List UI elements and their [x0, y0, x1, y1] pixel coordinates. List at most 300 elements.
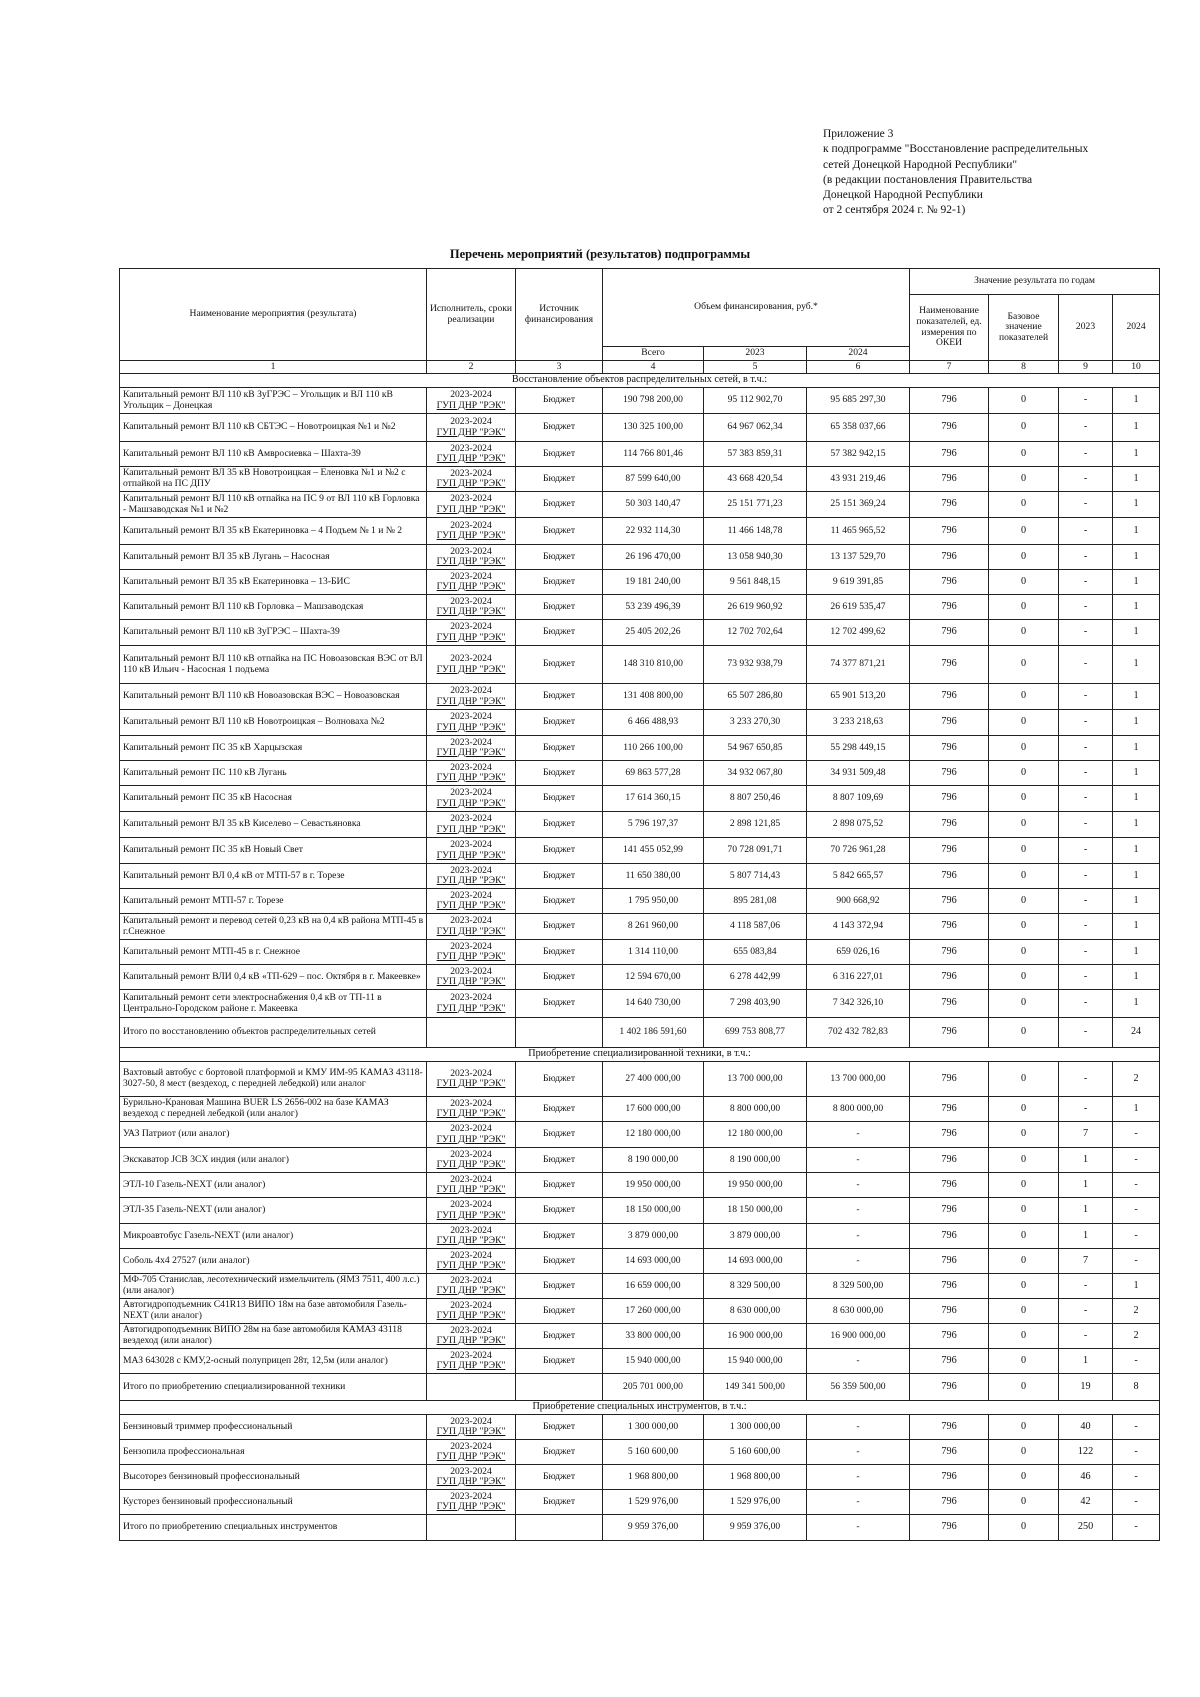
executor-cell — [427, 518, 516, 545]
funding-2023: 1 300 000,00 — [704, 1415, 807, 1440]
table-row — [120, 710, 1160, 736]
result-2024: - — [1113, 1415, 1160, 1440]
base-value: 0 — [989, 1515, 1059, 1541]
executor-org: ГУП ДНР "РЭК" — [436, 1360, 506, 1371]
executor-org: ГУП ДНР "РЭК" — [436, 530, 506, 541]
result-2024: 1 — [1113, 786, 1160, 812]
result-2024: - — [1113, 1465, 1160, 1490]
funding-source: Бюджет — [516, 940, 603, 965]
funding-total: 22 932 114,30 — [603, 518, 704, 545]
period: 2023-2024 — [450, 389, 492, 401]
funding-2023: 26 619 960,92 — [704, 595, 807, 620]
executor-org: ГУП ДНР "РЭК" — [436, 1476, 506, 1487]
funding-2024: 9 619 391,85 — [807, 570, 910, 595]
period: 2023-2024 — [450, 1148, 492, 1160]
period: 2023-2024 — [450, 442, 492, 454]
period: 2023-2024 — [450, 1173, 492, 1185]
result-2023: - — [1059, 1299, 1113, 1324]
measure-name: Капитальный ремонт МТП-57 г. Торезе — [120, 889, 427, 914]
measure-name: Капитальный ремонт ВЛ 35 кВ Киселево – Севастьяновка — [120, 812, 427, 838]
funding-total: 15 940 000,00 — [603, 1349, 704, 1374]
funding-source: Бюджет — [516, 710, 603, 736]
result-2023: - — [1059, 914, 1113, 940]
executor-cell — [427, 1490, 516, 1515]
measure-name: Капитальный ремонт ВЛ 35 кВ Екатериновка – 13-БИС — [120, 570, 427, 595]
executor-cell — [427, 1148, 516, 1173]
funding-source: Бюджет — [516, 1465, 603, 1490]
executor-cell — [427, 467, 516, 492]
funding-2023: 13 058 940,30 — [704, 545, 807, 570]
base-value: 0 — [989, 1324, 1059, 1349]
base-value: 0 — [989, 414, 1059, 442]
funding-2024: 2 898 075,52 — [807, 812, 910, 838]
executor-cell — [427, 710, 516, 736]
executor-cell — [427, 1224, 516, 1249]
funding-total: 148 310 810,00 — [603, 646, 704, 684]
funding-source: Бюджет — [516, 914, 603, 940]
column-number: 10 — [1113, 361, 1160, 374]
okei-code: 796 — [910, 620, 989, 646]
result-2023: 250 — [1059, 1515, 1113, 1541]
funding-source: Бюджет — [516, 1490, 603, 1515]
total-row — [120, 1018, 1160, 1048]
executor-org: ГУП ДНР "РЭК" — [436, 976, 506, 987]
executor-org: ГУП ДНР "РЭК" — [436, 631, 506, 643]
funding-2023: 8 190 000,00 — [704, 1148, 807, 1173]
funding-source: Бюджет — [516, 864, 603, 889]
executor-org: ГУП ДНР "РЭК" — [436, 1108, 506, 1119]
header-row — [120, 269, 1160, 295]
base-value: 0 — [989, 1299, 1059, 1324]
period: 2023-2024 — [450, 416, 492, 428]
measure-name: Капитальный ремонт ВЛ 110 кВ Новотроицкая – Волноваха №2 — [120, 710, 427, 736]
period: 2023-2024 — [450, 965, 492, 977]
period: 2023-2024 — [450, 1123, 492, 1135]
funding-2023: 2 898 121,85 — [704, 812, 807, 838]
base-value: 0 — [989, 646, 1059, 684]
result-2024: 1 — [1113, 442, 1160, 467]
funding-2023: 3 233 270,30 — [704, 710, 807, 736]
funding-2024: - — [807, 1224, 910, 1249]
funding-2024: 25 151 369,24 — [807, 492, 910, 518]
measure-name: Капитальный ремонт ВЛ 35 кВ Екатериновка – 4 Подъем № 1 и № 2 — [120, 518, 427, 545]
okei-code: 796 — [910, 492, 989, 518]
measure-name: Капитальный ремонт ВЛ 110 кВ отпайка на ПС Новоазовская ВЭС от ВЛ 110 кВ Ильич - Насосная 1 подъема — [120, 646, 427, 684]
table-row — [120, 940, 1160, 965]
funding-2024: - — [807, 1490, 910, 1515]
result-2023: - — [1059, 646, 1113, 684]
table-row — [120, 1062, 1160, 1097]
period: 2023-2024 — [450, 839, 492, 851]
funding-source: Бюджет — [516, 442, 603, 467]
funding-2023: 12 180 000,00 — [704, 1122, 807, 1148]
funding-2024: 659 026,16 — [807, 940, 910, 965]
funding-2023: 149 341 500,00 — [704, 1374, 807, 1401]
result-2024: 1 — [1113, 467, 1160, 492]
funding-source: Бюджет — [516, 1062, 603, 1097]
result-2023: - — [1059, 1018, 1113, 1048]
executor-org: ГУП ДНР "РЭК" — [436, 426, 506, 438]
period: 2023-2024 — [450, 1490, 492, 1502]
result-2024: 1 — [1113, 684, 1160, 710]
measures-table — [119, 268, 1160, 1541]
executor-cell — [427, 1324, 516, 1349]
section-title: Приобретение специализированной техники, в т.ч.: — [120, 1048, 1160, 1062]
okei-code: 796 — [910, 812, 989, 838]
period: 2023-2024 — [450, 915, 492, 927]
base-value: 0 — [989, 1018, 1059, 1048]
base-value: 0 — [989, 442, 1059, 467]
measure-name: Капитальный ремонт ПС 110 кВ Лугань — [120, 761, 427, 786]
executor-org: ГУП ДНР "РЭК" — [436, 1260, 506, 1271]
funding-source: Бюджет — [516, 1097, 603, 1122]
funding-2024: 56 359 500,00 — [807, 1374, 910, 1401]
result-2023: - — [1059, 1097, 1113, 1122]
result-2024: - — [1113, 1440, 1160, 1465]
table-row — [120, 684, 1160, 710]
funding-total: 114 766 801,46 — [603, 442, 704, 467]
funding-total: 131 408 800,00 — [603, 684, 704, 710]
table-row — [120, 620, 1160, 646]
funding-2024: 900 668,92 — [807, 889, 910, 914]
funding-2024: 65 901 513,20 — [807, 684, 910, 710]
funding-total: 12 594 670,00 — [603, 965, 704, 990]
base-value: 0 — [989, 518, 1059, 545]
okei-code: 796 — [910, 1374, 989, 1401]
okei-code: 796 — [910, 864, 989, 889]
base-value: 0 — [989, 1148, 1059, 1173]
base-value: 0 — [989, 1122, 1059, 1148]
funding-source: Бюджет — [516, 812, 603, 838]
executor-org: ГУП ДНР "РЭК" — [436, 747, 506, 758]
measure-name: Капитальный ремонт ВЛ 35 кВ Лугань – Насосная — [120, 545, 427, 570]
base-value: 0 — [989, 914, 1059, 940]
executor-org: ГУП ДНР "РЭК" — [436, 1285, 506, 1296]
executor-cell — [427, 1198, 516, 1224]
measure-name: Капитальный ремонт ВЛ 110 кВ ЗуГРЭС – Угольщик и ВЛ 110 кВ Угольщик – Донецкая — [120, 388, 427, 414]
funding-2023: 65 507 286,80 — [704, 684, 807, 710]
column-number: 2 — [427, 361, 516, 374]
base-value: 0 — [989, 1440, 1059, 1465]
executor-cell — [427, 646, 516, 684]
executor-org: ГУП ДНР "РЭК" — [436, 1209, 506, 1221]
funding-2024: 3 233 218,63 — [807, 710, 910, 736]
result-2024: 2 — [1113, 1062, 1160, 1097]
executor-org: ГУП ДНР "РЭК" — [436, 1184, 506, 1195]
funding-total: 9 959 376,00 — [603, 1515, 704, 1541]
okei-code: 796 — [910, 761, 989, 786]
period: 2023-2024 — [450, 1097, 492, 1109]
funding-total: 19 950 000,00 — [603, 1173, 704, 1198]
table-row — [120, 414, 1160, 442]
base-value: 0 — [989, 1415, 1059, 1440]
result-2024: 1 — [1113, 761, 1160, 786]
funding-2023: 9 959 376,00 — [704, 1515, 807, 1541]
measure-name: МАЗ 643028 с КМУ,2-осный полуприцеп 28т, 12,5м (или аналог) — [120, 1349, 427, 1374]
base-value: 0 — [989, 710, 1059, 736]
funding-2023: 13 700 000,00 — [704, 1062, 807, 1097]
result-2023: - — [1059, 940, 1113, 965]
total-row — [120, 1515, 1160, 1541]
funding-2023: 3 879 000,00 — [704, 1224, 807, 1249]
header-result-2023: 2023 — [1059, 295, 1113, 361]
executor-org: ГУП ДНР "РЭК" — [436, 478, 506, 489]
funding-2024: - — [807, 1122, 910, 1148]
result-2023: - — [1059, 595, 1113, 620]
okei-code: 796 — [910, 1515, 989, 1541]
period: 2023-2024 — [450, 1199, 492, 1211]
period: 2023-2024 — [450, 493, 492, 505]
column-number: 3 — [516, 361, 603, 374]
header-source: Источник финансирования — [516, 269, 603, 361]
column-number: 9 — [1059, 361, 1113, 374]
measure-name: УАЗ Патриот (или аналог) — [120, 1122, 427, 1148]
funding-total: 18 150 000,00 — [603, 1198, 704, 1224]
executor-org: ГУП ДНР "РЭК" — [436, 581, 506, 592]
result-2024: 1 — [1113, 864, 1160, 889]
table-row — [120, 838, 1160, 864]
funding-2024: - — [807, 1249, 910, 1274]
total-name: Итого по восстановлению объектов распределительных сетей — [120, 1018, 427, 1048]
base-value: 0 — [989, 736, 1059, 761]
table-row — [120, 736, 1160, 761]
funding-source: Бюджет — [516, 1349, 603, 1374]
column-number: 1 — [120, 361, 427, 374]
funding-source: Бюджет — [516, 1173, 603, 1198]
funding-source: Бюджет — [516, 467, 603, 492]
funding-source: Бюджет — [516, 1274, 603, 1299]
table-row — [120, 467, 1160, 492]
period: 2023-2024 — [450, 1274, 492, 1286]
okei-code: 796 — [910, 1173, 989, 1198]
executor-org: ГУП ДНР "РЭК" — [436, 1133, 506, 1145]
executor-org: ГУП ДНР "РЭК" — [436, 503, 506, 515]
executor-org: ГУП ДНР "РЭК" — [436, 453, 506, 464]
measure-name: Капитальный ремонт ВЛИ 0,4 кВ «ТП-629 – пос. Октября в г. Макеевке» — [120, 965, 427, 990]
header-funding-2024: 2024 — [807, 347, 910, 361]
executor-cell — [427, 1415, 516, 1440]
table-row — [120, 388, 1160, 414]
period: 2023-2024 — [450, 1415, 492, 1427]
result-2023: - — [1059, 570, 1113, 595]
result-2023: - — [1059, 492, 1113, 518]
funding-2024: 55 298 449,15 — [807, 736, 910, 761]
result-2023: 1 — [1059, 1173, 1113, 1198]
result-2024: - — [1113, 1490, 1160, 1515]
executor-cell — [427, 1062, 516, 1097]
result-2023: 1 — [1059, 1198, 1113, 1224]
result-2024: 1 — [1113, 838, 1160, 864]
okei-code: 796 — [910, 1440, 989, 1465]
funding-2023: 19 950 000,00 — [704, 1173, 807, 1198]
funding-2024: 6 316 227,01 — [807, 965, 910, 990]
executor-cell — [427, 388, 516, 414]
period: 2023-2024 — [450, 570, 492, 582]
base-value: 0 — [989, 595, 1059, 620]
table-row — [120, 812, 1160, 838]
executor-org: ГУП ДНР "РЭК" — [436, 900, 506, 911]
funding-2023: 95 112 902,70 — [704, 388, 807, 414]
funding-total: 1 529 976,00 — [603, 1490, 704, 1515]
base-value: 0 — [989, 1374, 1059, 1401]
executor-org: ГУП ДНР "РЭК" — [436, 1451, 506, 1462]
executor-cell — [427, 786, 516, 812]
period: 2023-2024 — [450, 1224, 492, 1236]
measure-name: ЭТЛ-10 Газель-NEXT (или аналог) — [120, 1173, 427, 1198]
result-2024: - — [1113, 1224, 1160, 1249]
period: 2023-2024 — [450, 864, 492, 876]
result-2023: 1 — [1059, 1224, 1113, 1249]
funding-2023: 655 083,84 — [704, 940, 807, 965]
base-value: 0 — [989, 620, 1059, 646]
executor-cell — [427, 1274, 516, 1299]
result-2023: - — [1059, 545, 1113, 570]
base-value: 0 — [989, 965, 1059, 990]
funding-total: 17 614 360,15 — [603, 786, 704, 812]
result-2024: 1 — [1113, 1097, 1160, 1122]
result-2023: - — [1059, 864, 1113, 889]
result-2023: - — [1059, 889, 1113, 914]
funding-total: 17 600 000,00 — [603, 1097, 704, 1122]
funding-2023: 70 728 091,71 — [704, 838, 807, 864]
funding-2024: 16 900 000,00 — [807, 1324, 910, 1349]
executor-org: ГУП ДНР "РЭК" — [436, 1159, 506, 1170]
period: 2023-2024 — [450, 940, 492, 952]
funding-total: 205 701 000,00 — [603, 1374, 704, 1401]
measure-name: Капитальный ремонт ВЛ 110 кВ ЗуГРЭС – Шахта-39 — [120, 620, 427, 646]
executor-cell — [427, 1018, 516, 1048]
funding-2023: 8 800 000,00 — [704, 1097, 807, 1122]
funding-2023: 73 932 938,79 — [704, 646, 807, 684]
funding-2024: 34 931 509,48 — [807, 761, 910, 786]
okei-code: 796 — [910, 1490, 989, 1515]
total-row — [120, 1374, 1160, 1401]
executor-cell — [427, 1249, 516, 1274]
measure-name: Высоторез бензиновый профессиональный — [120, 1465, 427, 1490]
table-row — [120, 570, 1160, 595]
result-2023: - — [1059, 812, 1113, 838]
base-value: 0 — [989, 889, 1059, 914]
base-value: 0 — [989, 786, 1059, 812]
funding-source: Бюджет — [516, 1198, 603, 1224]
funding-2024: 57 382 942,15 — [807, 442, 910, 467]
funding-source: Бюджет — [516, 786, 603, 812]
executor-cell — [427, 914, 516, 940]
measure-name: Капитальный ремонт ВЛ 110 кВ Амвросиевка – Шахта-39 — [120, 442, 427, 467]
base-value: 0 — [989, 1465, 1059, 1490]
funding-total: 19 181 240,00 — [603, 570, 704, 595]
executor-org: ГУП ДНР "РЭК" — [436, 823, 506, 835]
funding-2024: 13 700 000,00 — [807, 1062, 910, 1097]
funding-2024: - — [807, 1440, 910, 1465]
table-row — [120, 1415, 1160, 1440]
period: 2023-2024 — [450, 1067, 492, 1079]
base-value: 0 — [989, 838, 1059, 864]
okei-code: 796 — [910, 442, 989, 467]
funding-2024: - — [807, 1148, 910, 1173]
result-2023: - — [1059, 1274, 1113, 1299]
result-2024: 1 — [1113, 1274, 1160, 1299]
table-row — [120, 492, 1160, 518]
funding-total: 14 693 000,00 — [603, 1249, 704, 1274]
executor-cell — [427, 492, 516, 518]
funding-total: 1 402 186 591,60 — [603, 1018, 704, 1048]
executor-cell — [427, 1299, 516, 1324]
executor-cell — [427, 442, 516, 467]
period: 2023-2024 — [450, 519, 492, 531]
okei-code: 796 — [910, 786, 989, 812]
funding-2023: 14 693 000,00 — [704, 1249, 807, 1274]
header-executor: Исполнитель, сроки реализации — [427, 269, 516, 361]
okei-code: 796 — [910, 1324, 989, 1349]
executor-org: ГУП ДНР "РЭК" — [436, 772, 506, 783]
funding-2023: 18 150 000,00 — [704, 1198, 807, 1224]
period: 2023-2024 — [450, 889, 492, 901]
executor-cell — [427, 812, 516, 838]
funding-2024: - — [807, 1515, 910, 1541]
funding-2024: - — [807, 1173, 910, 1198]
funding-2023: 11 466 148,78 — [704, 518, 807, 545]
table-row — [120, 1299, 1160, 1324]
measure-name: Бензопила профессиональная — [120, 1440, 427, 1465]
executor-cell — [427, 990, 516, 1018]
funding-source: Бюджет — [516, 684, 603, 710]
okei-code: 796 — [910, 518, 989, 545]
executor-cell — [427, 545, 516, 570]
funding-total: 1 314 110,00 — [603, 940, 704, 965]
header-note-line: Донецкой Народной Республики — [823, 189, 983, 202]
base-value: 0 — [989, 545, 1059, 570]
measure-name: Микроавтобус Газель-NEXT (или аналог) — [120, 1224, 427, 1249]
funding-2024: 4 143 372,94 — [807, 914, 910, 940]
header-note-line: Приложение 3 — [823, 128, 894, 140]
header-name: Наименование мероприятия (результата) — [120, 269, 427, 361]
table-row — [120, 786, 1160, 812]
result-2023: 7 — [1059, 1122, 1113, 1148]
result-2024: 1 — [1113, 889, 1160, 914]
base-value: 0 — [989, 570, 1059, 595]
measure-name: МФ-705 Станислав, лесотехнический измельчитель (ЯМЗ 7511, 400 л.с.) (или аналог) — [120, 1274, 427, 1299]
measure-name: Капитальный ремонт ВЛ 110 кВ отпайка на ПС 9 от ВЛ 110 кВ Горловка - Машзаводская №1 и №2 — [120, 492, 427, 518]
measure-name: Экскаватор JCB 3CX индия (или аналог) — [120, 1148, 427, 1173]
funding-source: Бюджет — [516, 736, 603, 761]
executor-cell — [427, 761, 516, 786]
executor-cell — [427, 940, 516, 965]
funding-2024: 13 137 529,70 — [807, 545, 910, 570]
measure-name: Бензиновый триммер профессиональный — [120, 1415, 427, 1440]
funding-source: Бюджет — [516, 761, 603, 786]
funding-source: Бюджет — [516, 545, 603, 570]
measure-name: Капитальный ремонт ВЛ 110 кВ СБТЭС – Новотроицкая №1 и №2 — [120, 414, 427, 442]
okei-code: 796 — [910, 1224, 989, 1249]
result-2024: - — [1113, 1349, 1160, 1374]
funding-total: 11 650 380,00 — [603, 864, 704, 889]
funding-total: 87 599 640,00 — [603, 467, 704, 492]
result-2023: 19 — [1059, 1374, 1113, 1401]
funding-source — [516, 1515, 603, 1541]
funding-total: 8 190 000,00 — [603, 1148, 704, 1173]
column-number: 4 — [603, 361, 704, 374]
base-value: 0 — [989, 1198, 1059, 1224]
executor-cell — [427, 1515, 516, 1541]
base-value: 0 — [989, 1349, 1059, 1374]
result-2023: 46 — [1059, 1465, 1113, 1490]
executor-cell — [427, 620, 516, 646]
funding-source: Бюджет — [516, 1122, 603, 1148]
funding-source: Бюджет — [516, 965, 603, 990]
funding-total: 25 405 202,26 — [603, 620, 704, 646]
okei-code: 796 — [910, 1249, 989, 1274]
